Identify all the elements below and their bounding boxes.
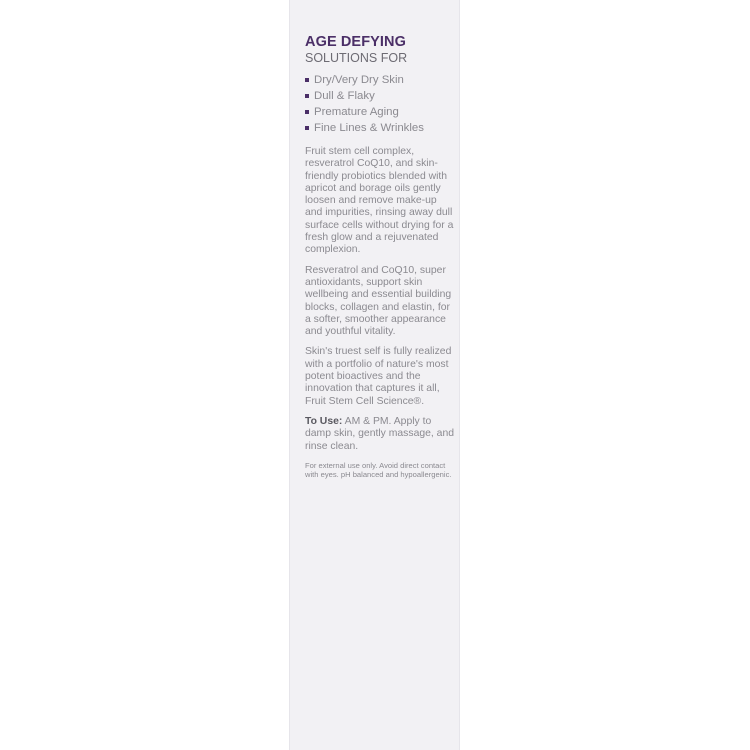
usage-instructions <box>305 416 455 453</box>
list-item: Dull & Flaky <box>305 88 455 104</box>
description-paragraph-3: Skin's truest self is fully realized with a portfolio of nature's most potent bioactives and the innovation that captures it all, Fruit Stem Cell Science®. <box>305 346 452 407</box>
usage-text: AM & PM. Apply to damp skin, gently massage, and rinse clean. <box>305 415 455 452</box>
description-paragraph-2: Resveratrol and CoQ10, super antioxidants, support skin wellbeing and essential building blocks, collagen and elastin, for a softer, smoother appearance and youthful vitality. <box>305 264 452 338</box>
label-text-panel <box>305 33 455 480</box>
benefit-list <box>305 72 455 136</box>
usage-label: To Use: <box>305 415 343 427</box>
description-paragraph-1: Fruit stem cell complex, resveratrol CoQ10, and skin-friendly probiotics blended with apricot and borage oils gently loosen and remove make-up and impurities, rinsing away dull surface cells without drying for a fresh glow and a rejuvenated complexion. <box>305 146 454 256</box>
list-item: Dry/Very Dry Skin <box>305 72 455 88</box>
fine-print: For external use only. Avoid direct contact with eyes. pH balanced and hypoallergenic. <box>305 460 452 480</box>
list-item: Fine Lines & Wrinkles <box>305 120 455 136</box>
square-bullet-icon <box>305 110 309 114</box>
square-bullet-icon <box>305 94 309 98</box>
headline: AGE DEFYING <box>305 34 406 50</box>
subheadline: SOLUTIONS FOR <box>305 51 408 65</box>
square-bullet-icon <box>305 78 309 82</box>
square-bullet-icon <box>305 126 309 130</box>
list-item: Premature Aging <box>305 104 455 120</box>
